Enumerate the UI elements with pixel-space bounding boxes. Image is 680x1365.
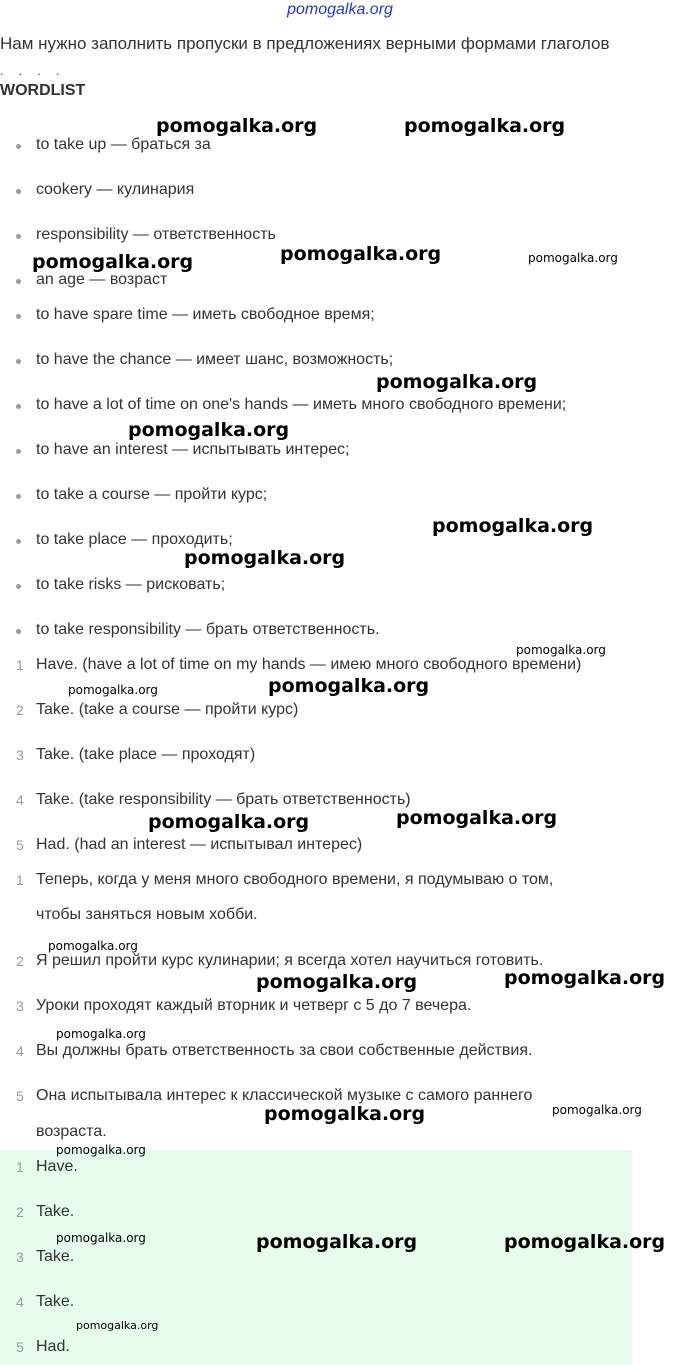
translation-item: Она испытывала интерес к классической музыке с самого раннего [36, 1087, 533, 1104]
wordlist-item: responsibility — ответственность [36, 226, 276, 243]
list-number: 3 [16, 747, 24, 763]
watermark: pomogalka.org [128, 419, 290, 441]
list-number: 3 [16, 998, 24, 1014]
bullet-icon [16, 234, 21, 239]
list-number: 2 [16, 1204, 24, 1220]
list-number: 3 [16, 1249, 24, 1265]
bullet-icon [16, 449, 21, 454]
list-number: 1 [16, 872, 24, 888]
watermark: pomogalka.org [184, 547, 346, 569]
wordlist-item: to have an interest — испытывать интерес; [36, 441, 350, 458]
wordlist-item: to take risks — рисковать; [36, 576, 226, 593]
bullet-icon [16, 539, 21, 544]
explanation-item: Take. (take responsibility — брать ответственность) [36, 791, 411, 808]
bullet-icon [16, 404, 21, 409]
intro-text: Нам нужно заполнить пропуски в предложениях верными формами глаголов [0, 34, 610, 53]
wordlist-item: to take up — браться за [36, 136, 211, 153]
bullet-icon [16, 359, 21, 364]
explanation-item: Have. (have a lot of time on my hands — имею много свободного времени) [36, 656, 582, 673]
watermark: pomogalka.org [48, 939, 138, 953]
list-number: 5 [16, 1088, 24, 1104]
watermark: pomogalka.org [552, 1103, 642, 1117]
watermark: pomogalka.org [396, 807, 558, 829]
list-number: 5 [16, 1339, 24, 1355]
answer-item: Have. [36, 1158, 78, 1175]
watermark: pomogalka.org [56, 1027, 146, 1041]
bullet-icon [16, 584, 21, 589]
answer-item: Take. [36, 1293, 75, 1310]
wordlist-item: to have a lot of time on one's hands — иметь много свободного времени; [36, 396, 567, 413]
translation-item: Теперь, когда у меня много свободного времени, я подумываю о том, [36, 871, 554, 888]
intro-dots: . . . . [0, 64, 66, 78]
bullet-icon [16, 189, 21, 194]
translation-item: Уроки проходят каждый вторник и четверг с 5 до 7 вечера. [36, 997, 472, 1014]
wordlist-item: cookery — кулинария [36, 181, 195, 198]
list-number: 5 [16, 837, 24, 853]
translation-item-continued: чтобы заняться новым хобби. [36, 906, 258, 923]
watermark: pomogalka.org [376, 371, 538, 393]
watermark: pomogalka.org [528, 251, 618, 265]
wordlist-item: to take a course — пройти курс; [36, 486, 268, 503]
watermark: pomogalka.org [404, 115, 566, 137]
site-link[interactable]: pomogalka.org [287, 1, 393, 18]
answer-item: Take. [36, 1203, 75, 1220]
answer-item: Had. [36, 1338, 70, 1355]
translation-item: Я решил пройти курс кулинарии; я всегда хотел научиться готовить. [36, 952, 544, 969]
explanation-item: Had. (had an interest — испытывал интерес) [36, 836, 363, 853]
bullet-icon [16, 144, 21, 149]
list-number: 1 [16, 1159, 24, 1175]
watermark: pomogalka.org [264, 1103, 426, 1125]
list-number: 2 [16, 702, 24, 718]
list-number: 4 [16, 1294, 24, 1310]
bullet-icon [16, 494, 21, 499]
watermark: pomogalka.org [68, 683, 158, 697]
watermark: pomogalka.org [256, 1231, 418, 1253]
explanation-item: Take. (take a course — пройти курс) [36, 701, 299, 718]
watermark: pomogalka.org [516, 643, 606, 657]
watermark: pomogalka.org [432, 515, 594, 537]
translation-item-continued: возраста. [36, 1123, 107, 1140]
list-number: 4 [16, 792, 24, 808]
wordlist-title: WORDLIST [0, 82, 86, 99]
watermark: pomogalka.org [256, 971, 418, 993]
watermark: pomogalka.org [56, 1143, 146, 1157]
wordlist-item: to have the chance — имеет шанс, возможность; [36, 351, 394, 368]
watermark: pomogalka.org [56, 1231, 146, 1245]
bullet-icon [16, 279, 21, 284]
wordlist-item: to take responsibility — брать ответственность. [36, 621, 380, 638]
list-number: 4 [16, 1043, 24, 1059]
bullet-icon [16, 629, 21, 634]
wordlist-item: an age — возраст [36, 271, 168, 288]
watermark: pomogalka.org [504, 1231, 666, 1253]
watermark: pomogalka.org [504, 967, 666, 989]
list-number: 1 [16, 657, 24, 673]
watermark: pomogalka.org [156, 115, 318, 137]
watermark: pomogalka.org [148, 811, 310, 833]
watermark: pomogalka.org [280, 243, 442, 265]
explanation-item: Take. (take place — проходят) [36, 746, 256, 763]
list-number: 2 [16, 953, 24, 969]
wordlist-item: to have spare time — иметь свободное время; [36, 306, 375, 323]
translation-item: Вы должны брать ответственность за свои собственные действия. [36, 1042, 533, 1059]
watermark: pomogalka.org [32, 251, 194, 273]
watermark: pomogalka.org [268, 675, 430, 697]
bullet-icon [16, 314, 21, 319]
answer-item: Take. [36, 1248, 75, 1265]
answers-panel [0, 1150, 632, 1365]
wordlist-item: to take place — проходить; [36, 531, 233, 548]
watermark: pomogalka.org [76, 1319, 159, 1332]
